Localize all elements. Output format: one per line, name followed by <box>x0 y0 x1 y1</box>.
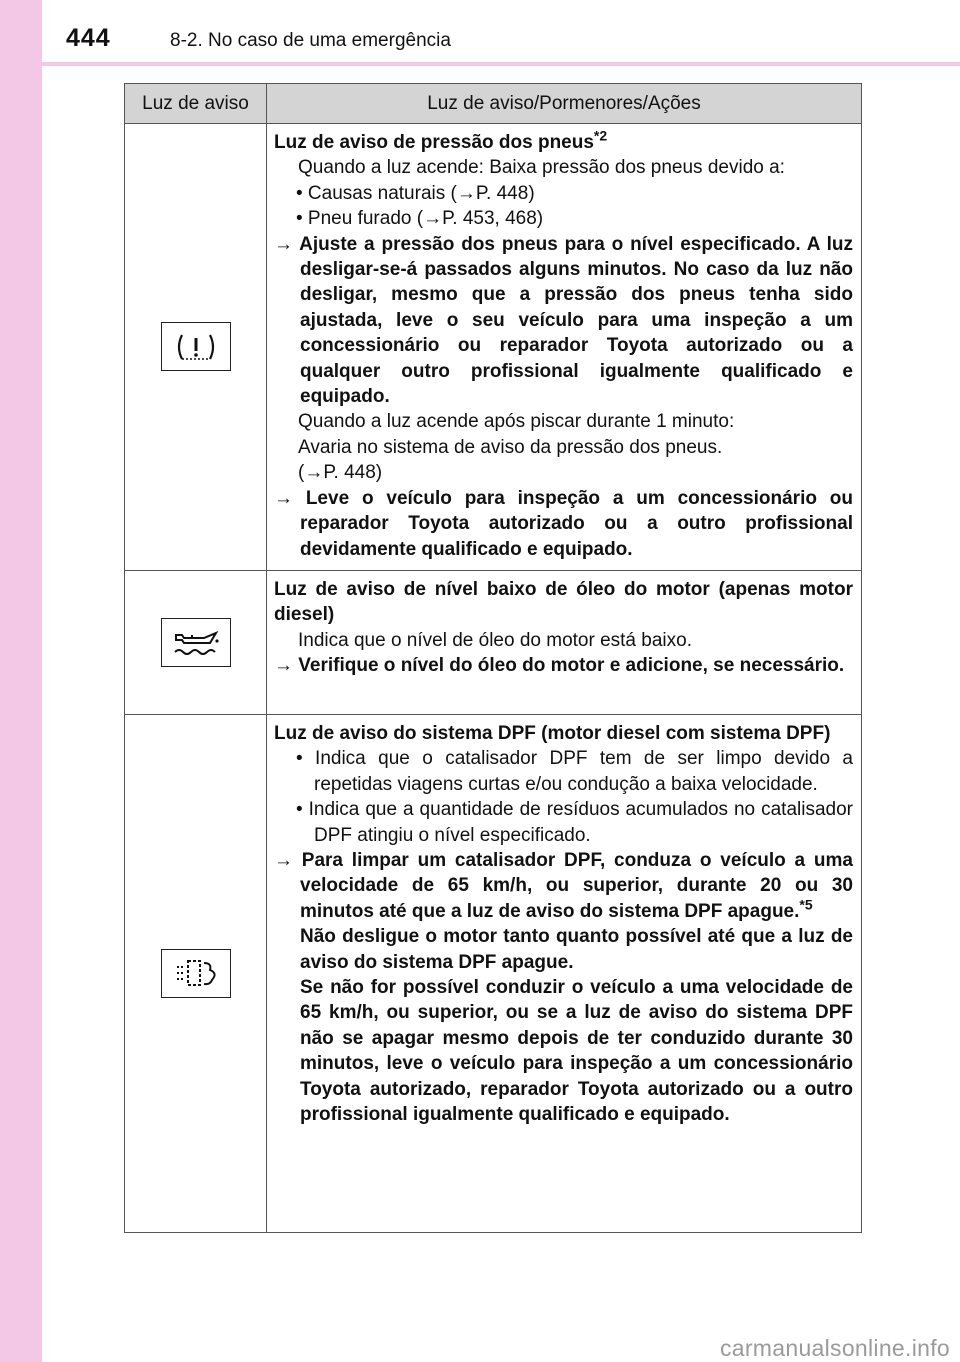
icon-cell <box>125 570 267 714</box>
column-header-details: Luz de aviso/Pormenores/Ações <box>267 84 862 124</box>
tire-pressure-warning-icon <box>161 322 231 371</box>
dpf-system-warning-icon <box>161 949 231 998</box>
header-rule <box>42 62 960 66</box>
watermark: carmanualsonline.info <box>719 1335 950 1361</box>
table-header-row <box>125 84 862 124</box>
icon-cell <box>125 124 267 571</box>
column-header-light: Luz de aviso <box>125 84 267 124</box>
chapter-color-bar <box>0 0 42 1362</box>
page-number: 444 <box>66 24 111 52</box>
row-title: Luz de aviso do sistema DPF (motor diesel com sistema DPF) <box>274 722 831 744</box>
details-cell: Luz de aviso do sistema DPF (motor diesel com sistema DPF) • Indica que o catalisador DPF tem de ser limpo devido a repetidas viagens curtas e/ou condução a baixa velocidade. • Indica que a quantidade de resíduos acumulados no catalisador DPF atingiu o nível especificado. → Para limpar um catalisador DPF, conduza o veículo a uma velocidade de 65 km/h, ou superior, durante 20 ou 30 minutos até que a luz de aviso do sistema DPF apague.$^{*5}$ Não desligue o motor tanto quanto possível até que a luz de aviso do sistema DPF apague. Se não for possível conduzir o veículo a uma velocidade de 65 km/h, ou superior, ou se a luz de aviso do sistema DPF não se apagar mesmo depois de ter conduzido durante 30 minutos, leve o veículo para inspeção a um concessionário Toyota autorizado, reparador Toyota autorizado ou a outro profissional igualmente qualificado e equipado. <box>267 714 862 1232</box>
action-text: → Ajuste a pressão dos pneus para o nível especificado. A luz desligar-se-á passados alguns minutos. No caso da luz não desligar, mesmo que a pressão dos pneus tenha sido ajustada, leve o seu veículo para uma inspeção a um concessionário ou reparador Toyota autorizado ou a qualquer outro profissional igualmente qualificado e equipado. <box>274 233 853 408</box>
table-row <box>125 570 862 714</box>
action-text: → Leve o veículo para inspeção a um concessionário ou reparador Toyota autorizado ou a outro profissional devidamente qualificado e equipado. <box>274 487 853 560</box>
page-header <box>42 0 960 66</box>
low-engine-oil-level-icon <box>161 618 231 667</box>
action-text: → Para limpar um catalisador DPF, conduza o veículo a uma velocidade de 65 km/h, ou superior, durante 20 ou 30 minutos até que a luz de aviso do sistema DPF apague.$^{*5}$ <box>274 849 853 922</box>
details-cell: Luz de aviso de nível baixo de óleo do motor (apenas motor diesel) Indica que o nível de óleo do motor está baixo. → Verifique o nível do óleo do motor e adicione, se necessário. <box>267 570 862 714</box>
table-row <box>125 714 862 1232</box>
details-cell: Luz de aviso de pressão dos pneus$^{*2}$ Quando a luz acende: Baixa pressão dos pneus devido a: • Causas naturais (→P. 448) • Pneu furado (→P. 453, 468) → Ajuste a pressão dos pneus para o nível especificado. A luz desligar-se-á passados alguns minutos. No caso da luz não desligar, mesmo que a pressão dos pneus tenha sido ajustada, leve o seu veículo para uma inspeção a um concessionário ou reparador Toyota autorizado ou a qualquer outro profissional igualmente qualificado e equipado. Quando a luz acende após piscar durante 1 minuto: Avaria no sistema de aviso da pressão dos pneus. (→P. 448) → Leve o veículo para inspeção a um concessionário ou reparador Toyota autorizado ou a outro profissional devidamente qualificado e equipado. <box>267 124 862 571</box>
row-title: Luz de aviso de pressão dos pneus$^{*2}$ <box>274 127 608 153</box>
table-row <box>125 124 862 571</box>
section-title: 8-2. No caso de uma emergência <box>170 30 451 51</box>
icon-cell <box>125 714 267 1232</box>
warning-lights-table <box>124 83 862 1233</box>
action-text: → Verifique o nível do óleo do motor e adicione, se necessário. <box>274 655 845 677</box>
row-title: Luz de aviso de nível baixo de óleo do motor (apenas motor diesel) <box>274 578 853 626</box>
